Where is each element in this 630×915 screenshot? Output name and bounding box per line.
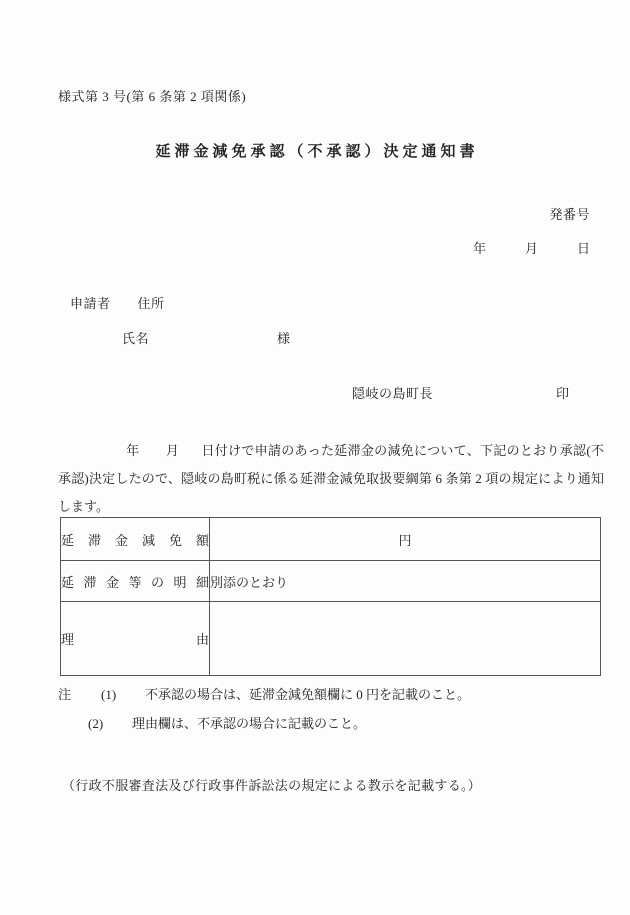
- issuer-name: 隠岐の島町長: [352, 386, 434, 401]
- row-label-text: 延滞金減免額: [61, 532, 209, 548]
- body-date-year: 年: [126, 443, 140, 458]
- issuer-seal-mark: 印: [556, 386, 570, 401]
- row-label-reason: [61, 602, 210, 676]
- table-row: [61, 561, 601, 602]
- applicant-name-label: 氏名: [122, 331, 150, 346]
- body-line2: (不承認)決定したので、隠岐の島町税に係る延滞金減免取扱要綱第 6 条第 2 項の規定によ: [58, 443, 604, 486]
- row-label-delinquency-detail: [61, 561, 210, 602]
- table-row: [61, 518, 601, 561]
- row-value-delinquency-detail[interactable]: 別添のとおり: [210, 561, 601, 602]
- note-number-1: (1): [101, 687, 117, 702]
- body-date-day-text: 日付けで申請のあった延滞金の減免について、下記のとおり承認: [201, 443, 587, 458]
- page-title: 延滞金減免承認（不承認）決定通知書: [155, 144, 479, 160]
- row-value-reduction-amount[interactable]: 円: [210, 518, 601, 561]
- note-text-2: 理由欄は、不承認の場合に記載のこと。: [132, 716, 367, 731]
- issue-number-label: 発番号: [549, 207, 590, 222]
- body-paragraph: [58, 437, 604, 521]
- notes-heading: 注: [58, 687, 72, 702]
- row-value-reason[interactable]: [210, 602, 601, 676]
- note-item-2: [58, 709, 598, 738]
- applicant-address-label: 申請者 住所: [70, 296, 165, 311]
- issue-date-line: 年 月 日: [472, 241, 590, 256]
- decision-table: [60, 517, 601, 676]
- note-number-2: (2): [88, 716, 104, 731]
- note-text-1: 不承認の場合は、延滞金減免額欄に 0 円を記載のこと。: [145, 687, 471, 702]
- body-line3: り通知します。: [58, 471, 604, 514]
- footer-note: （行政不服審査法及び行政事件訴訟法の規定による教示を記載する。）: [62, 778, 482, 793]
- table-row: [61, 602, 601, 676]
- body-date-month: 月: [165, 443, 180, 458]
- row-label-text: 理由: [61, 632, 209, 647]
- applicant-name-honorific: 様: [277, 331, 291, 346]
- row-label-reduction-amount: [61, 518, 210, 561]
- form-number: 様式第 3 号(第 6 条第 2 項関係): [58, 89, 247, 104]
- notes-block: [58, 680, 598, 738]
- note-item-1: [58, 680, 598, 709]
- row-label-text: 延滞金等の明細: [61, 574, 209, 590]
